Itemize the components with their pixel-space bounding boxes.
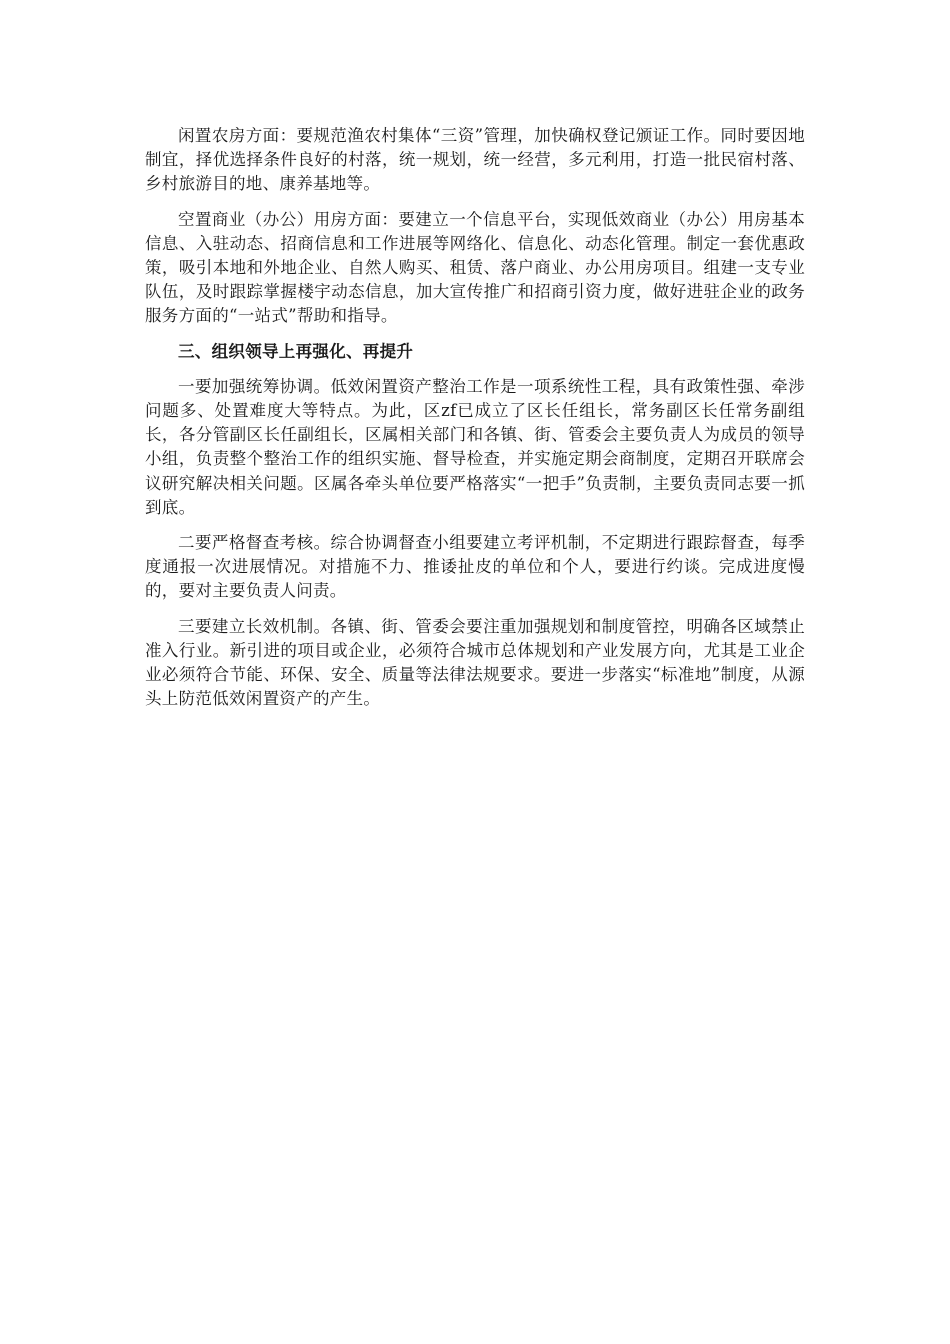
document-body — [145, 124, 805, 722]
paragraph-long-term-mechanism: 三要建立长效机制。各镇、街、管委会要注重加强规划和制度管控，明确各区域禁止准入行业。新引进的项目或企业，必须符合城市总体规划和产业发展方向，尤其是工业企业必须符合节能、环保、安全、质量等法律法规要求。要进一步落实“标准地”制度，从源头上防范低效闲置资产的产生。 — [145, 616, 805, 709]
paragraph-idle-farmhouses: 闲置农房方面：要规范渔农村集体“三资”管理，加快确权登记颁证工作。同时要因地制宜，择优选择条件良好的村落，统一规划，统一经营，多元利用，打造一批民宿村落、乡村旅游目的地、康养基地等。 — [145, 126, 805, 194]
paragraph-vacant-commercial-buildings: 空置商业（办公）用房方面：要建立一个信息平台，实现低效商业（办公）用房基本信息、入驻动态、招商信息和工作进展等网络化、信息化、动态化管理。制定一套优惠政策，吸引本地和外地企业、自然人购买、租赁、落户商业、办公用房项目。组建一支专业队伍，及时跟踪掌握楼宇动态信息，加大宣传推广和招商引资力度，做好进驻企业的政务服务方面的“一站式”帮助和指导。 — [145, 209, 805, 326]
paragraph-coordination: 一要加强统筹协调。低效闲置资产整治工作是一项系统性工程，具有政策性强、牵涉问题多、处置难度大等特点。为此，区zf已成立了区长任组长，常务副区长任常务副组长，各分管副区长任副组长，区属相关部门和各镇、街、管委会主要负责人为成员的领导小组，负责整个整治工作的组织实施、督导检查，并实施定期会商制度，定期召开联席会议研究解决相关问题。区属各牵头单位要严格落实“一把手”负责制，主要负责同志要一抓到底。 — [145, 376, 805, 517]
section-heading-organization-leadership: 三、组织领导上再强化、再提升 — [178, 341, 414, 361]
paragraph-supervision-assessment: 二要严格督查考核。综合协调督查小组要建立考评机制，不定期进行跟踪督查，每季度通报一次进展情况。对措施不力、推诿扯皮的单位和个人，要进行约谈。完成进度慢的，要对主要负责人问责。 — [145, 533, 805, 601]
